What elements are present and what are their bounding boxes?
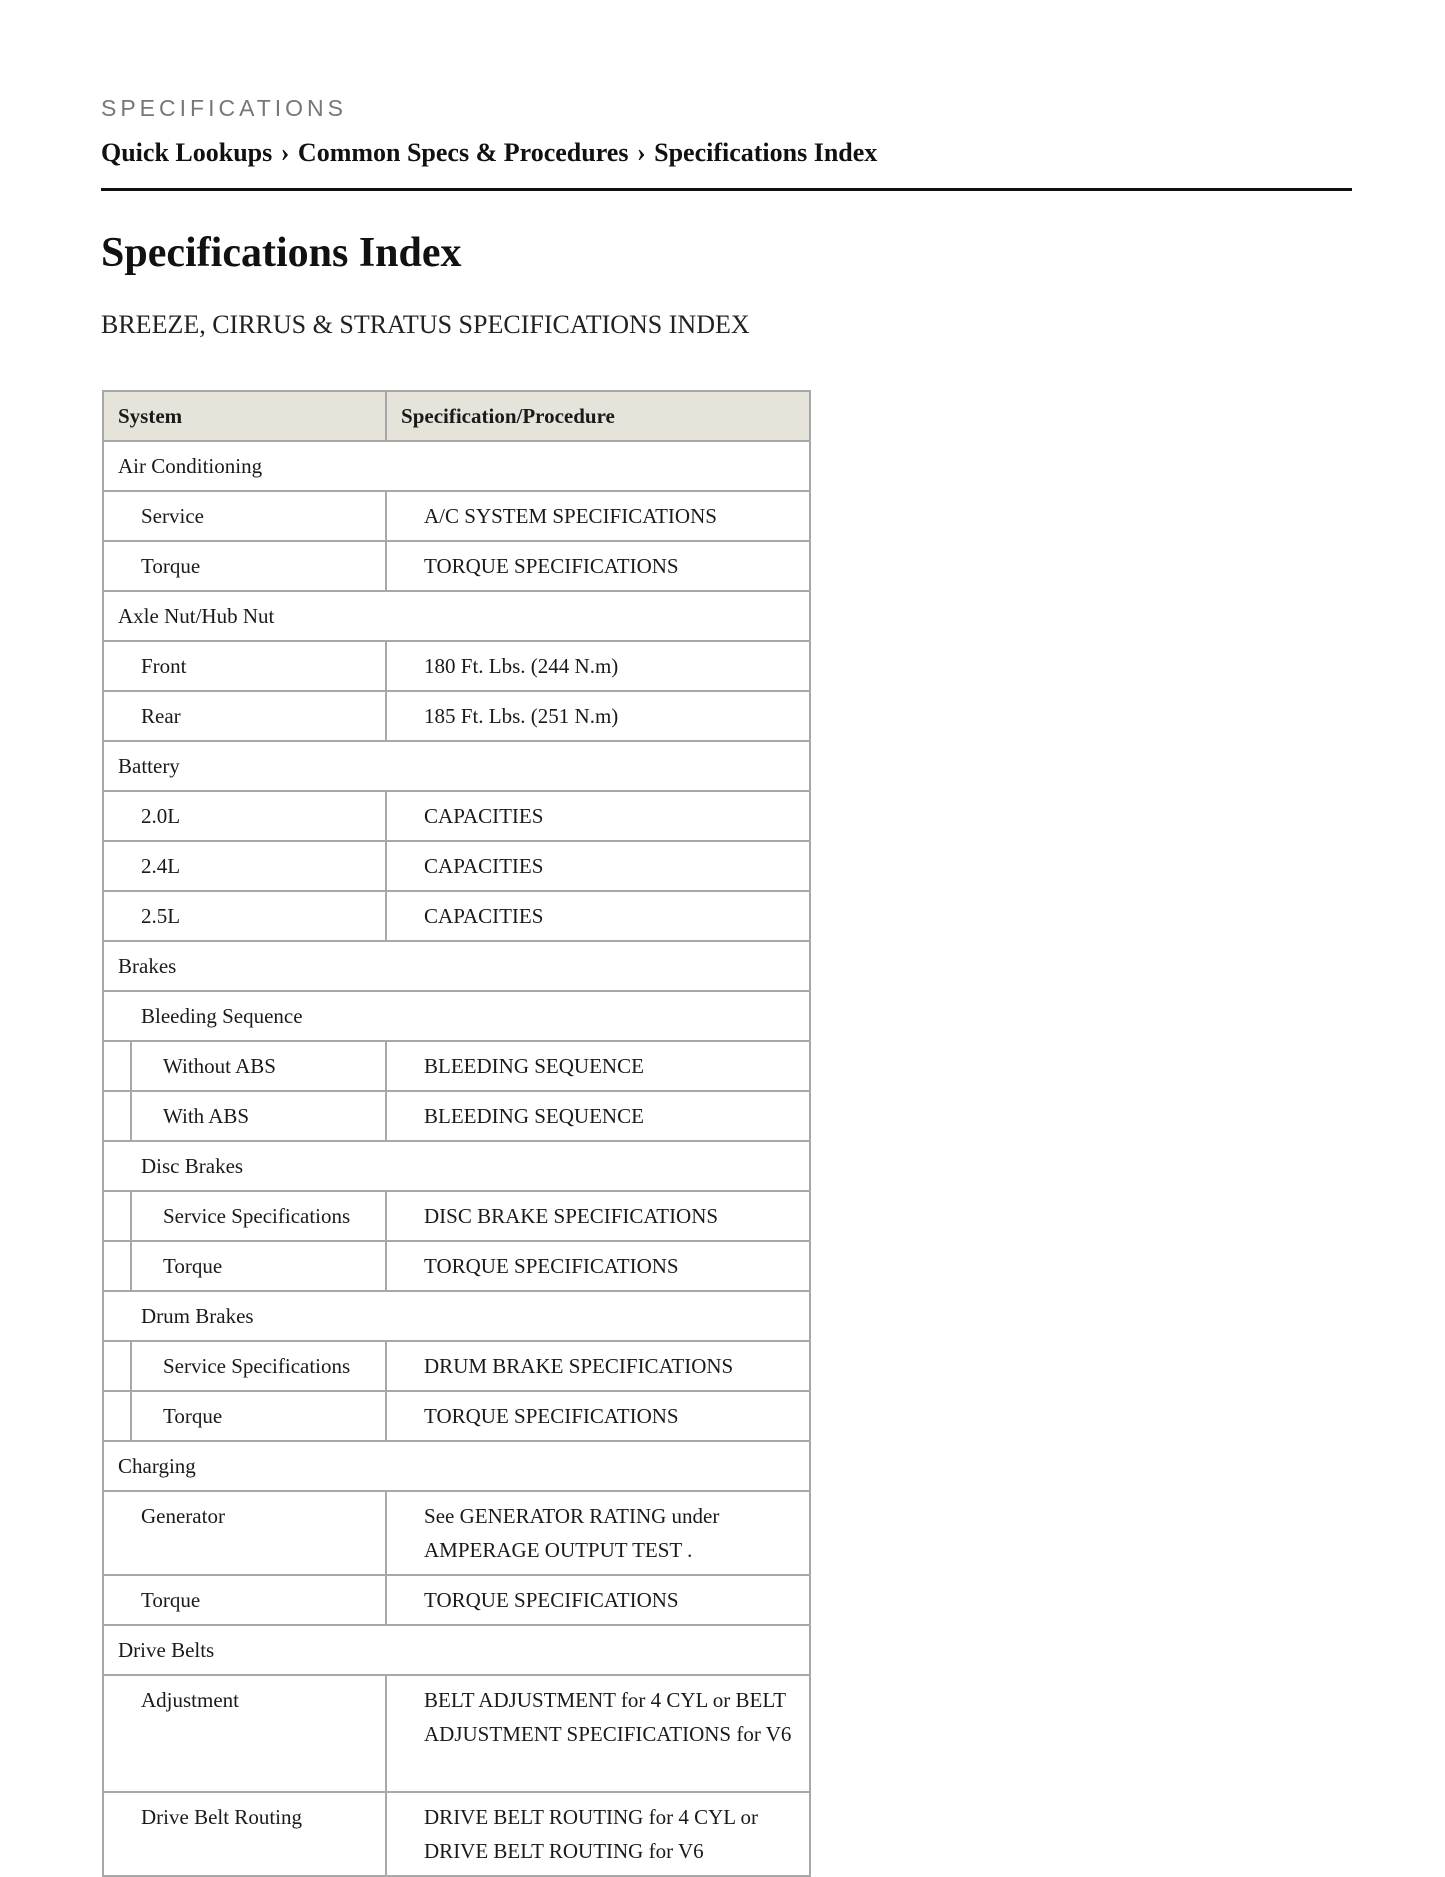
column-header-system: System [103, 391, 386, 441]
table-row [103, 741, 810, 791]
system-cell: Generator [103, 1491, 386, 1575]
table-row [103, 1191, 810, 1241]
table-row [103, 591, 810, 641]
specification-link[interactable]: BLEEDING SEQUENCE [386, 1041, 810, 1091]
table-row [103, 1491, 810, 1575]
system-cell: Torque [131, 1241, 386, 1291]
group-heading: Brakes [103, 941, 810, 991]
nested-indent-cell [103, 1041, 131, 1091]
page-title: Specifications Index [101, 230, 462, 276]
breadcrumb-separator: › [280, 138, 290, 167]
system-cell: Front [103, 641, 386, 691]
breadcrumb-item-quick-lookups[interactable]: Quick Lookups [101, 138, 273, 167]
system-cell: 2.4L [103, 841, 386, 891]
table-row [103, 1441, 810, 1491]
specification-link[interactable]: A/C SYSTEM SPECIFICATIONS [386, 491, 810, 541]
table-row [103, 441, 810, 491]
specification-link[interactable]: BELT ADJUSTMENT for 4 CYL or BELT ADJUSTMENT SPECIFICATIONS for V6 [386, 1675, 810, 1792]
specification-link[interactable]: DRUM BRAKE SPECIFICATIONS [386, 1341, 810, 1391]
specification-link[interactable]: CAPACITIES [386, 891, 810, 941]
table-row [103, 1792, 810, 1876]
table-row [103, 1341, 810, 1391]
table-row [103, 1575, 810, 1625]
specification-link[interactable]: 180 Ft. Lbs. (244 N.m) [386, 641, 810, 691]
system-cell: Service [103, 491, 386, 541]
system-cell: Rear [103, 691, 386, 741]
table-row [103, 1391, 810, 1441]
specification-link[interactable]: TORQUE SPECIFICATIONS [386, 1241, 810, 1291]
header-divider [101, 188, 1352, 191]
table-row [103, 1041, 810, 1091]
system-cell: 2.5L [103, 891, 386, 941]
index-subtitle: BREEZE, CIRRUS & STRATUS SPECIFICATIONS INDEX [101, 310, 750, 339]
specification-link[interactable]: CAPACITIES [386, 841, 810, 891]
specification-link[interactable]: DISC BRAKE SPECIFICATIONS [386, 1191, 810, 1241]
table-row [103, 691, 810, 741]
group-heading: Drum Brakes [103, 1291, 810, 1341]
nested-indent-cell [103, 1091, 131, 1141]
group-heading: Charging [103, 1441, 810, 1491]
system-cell: Drive Belt Routing [103, 1792, 386, 1876]
group-heading: Bleeding Sequence [103, 991, 810, 1041]
system-cell: With ABS [131, 1091, 386, 1141]
table-row [103, 491, 810, 541]
section-eyebrow: SPECIFICATIONS [101, 95, 347, 121]
table-row [103, 641, 810, 691]
system-cell: Torque [103, 541, 386, 591]
table-row [103, 941, 810, 991]
table-body [103, 441, 810, 1876]
nested-indent-cell [103, 1341, 131, 1391]
system-cell: Without ABS [131, 1041, 386, 1091]
table-row [103, 1241, 810, 1291]
table-row [103, 1291, 810, 1341]
system-cell: Torque [103, 1575, 386, 1625]
group-heading: Battery [103, 741, 810, 791]
specification-link[interactable]: CAPACITIES [386, 791, 810, 841]
system-cell: Adjustment [103, 1675, 386, 1792]
table-row [103, 1675, 810, 1792]
group-heading: Drive Belts [103, 1625, 810, 1675]
specification-link[interactable]: TORQUE SPECIFICATIONS [386, 1575, 810, 1625]
system-cell: Service Specifications [131, 1341, 386, 1391]
table-row [103, 1625, 810, 1675]
system-cell: Torque [131, 1391, 386, 1441]
specification-link[interactable]: 185 Ft. Lbs. (251 N.m) [386, 691, 810, 741]
group-heading: Disc Brakes [103, 1141, 810, 1191]
breadcrumb [101, 138, 877, 168]
breadcrumb-item-common-specs[interactable]: Common Specs & Procedures [297, 138, 629, 167]
breadcrumb-separator: › [636, 138, 646, 167]
table-row [103, 991, 810, 1041]
nested-indent-cell [103, 1191, 131, 1241]
group-heading: Air Conditioning [103, 441, 810, 491]
table-row [103, 791, 810, 841]
system-cell: Service Specifications [131, 1191, 386, 1241]
system-cell: 2.0L [103, 791, 386, 841]
group-heading: Axle Nut/Hub Nut [103, 591, 810, 641]
nested-indent-cell [103, 1241, 131, 1291]
breadcrumb-item-specifications-index[interactable]: Specifications Index [654, 138, 878, 167]
specification-link[interactable]: TORQUE SPECIFICATIONS [386, 1391, 810, 1441]
nested-indent-cell [103, 1391, 131, 1441]
table-header-row [103, 391, 810, 441]
table-row [103, 1141, 810, 1191]
table-row [103, 541, 810, 591]
specification-link[interactable]: BLEEDING SEQUENCE [386, 1091, 810, 1141]
table-row [103, 841, 810, 891]
specification-link[interactable]: See GENERATOR RATING under AMPERAGE OUTPUT TEST . [386, 1491, 810, 1575]
table-row [103, 891, 810, 941]
specification-link[interactable]: TORQUE SPECIFICATIONS [386, 541, 810, 591]
table-row [103, 1091, 810, 1141]
column-header-specification: Specification/Procedure [386, 391, 810, 441]
specification-link[interactable]: DRIVE BELT ROUTING for 4 CYL or DRIVE BELT ROUTING for V6 [386, 1792, 810, 1876]
specifications-table [102, 390, 811, 1877]
